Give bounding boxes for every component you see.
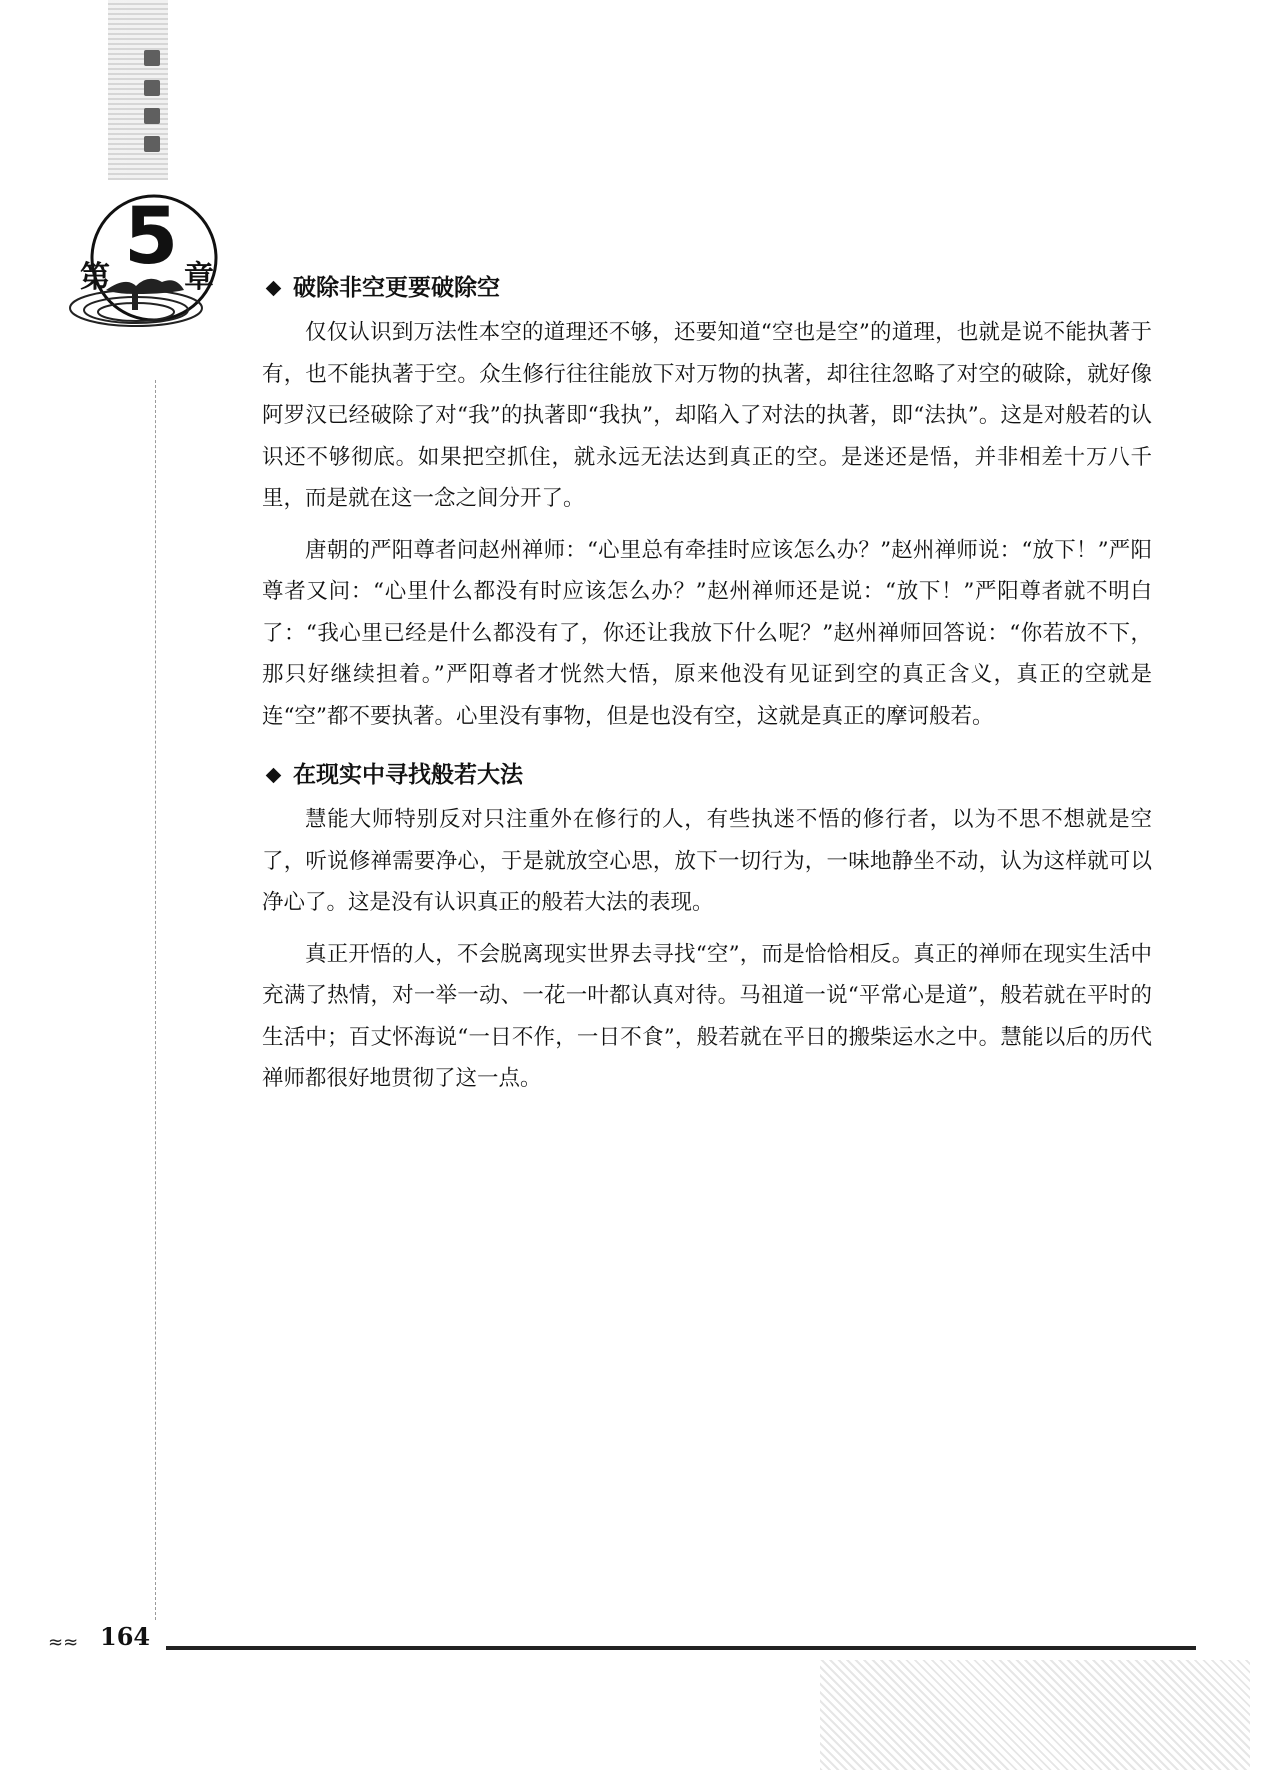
diamond-bullet-icon [266,767,282,783]
page-number: 164 [100,1622,151,1651]
page-content [262,268,1152,1110]
cloud-ornament-icon: ≈≈ [48,1632,79,1653]
chapter-label-right: 章 [184,260,214,295]
footer-rule [166,1646,1196,1650]
paragraph: 慧能大师特别反对只注重外在修行的人，有些执迷不悟的修行者，以为不思不想就是空了，听说修禅需要净心，于是就放空心思，放下一切行为，一味地静坐不动，认为这样就可以净心了。这是没有认识真正的般若大法的表现。 [262,807,1152,915]
section-heading-text: 破除非空更要破除空 [293,275,500,301]
diamond-bullet-icon [266,280,282,296]
chapter-label-left: 第 [80,260,110,295]
footer-decoration [820,1660,1250,1770]
paragraph: 仅仅认识到万法性本空的道理还不够，还要知道“空也是空”的道理，也就是说不能执著于有，也不能执著于空。众生修行往往能放下对万物的执著，却往往忽略了对空的破除，就好像阿罗汉已经破除了对“我”的执著即“我执”，却陷入了对法的执著，即“法执”。这是对般若的认识还不够彻底。如果把空抓住，就永远无法达到真正的空。是迷还是悟，并非相差十万八千里，而是就在这一念之间分开了。 [262,320,1152,511]
margin-dashed-line [155,380,156,1620]
header-glyph [144,108,160,124]
chapter-number: 5 [124,192,179,282]
header-decoration [108,0,168,180]
header-glyph [144,80,160,96]
chapter-emblem [66,190,256,380]
section-heading [262,268,1152,308]
paragraph: 唐朝的严阳尊者问赵州禅师：“心里总有牵挂时应该怎么办？”赵州禅师说：“放下！”严阳尊者又问：“心里什么都没有时应该怎么办？”赵州禅师还是说：“放下！”严阳尊者就不明白了：“我心里已经是什么都没有了，你还让我放下什么呢？”赵州禅师回答说：“你若放不下，那只好继续担着。”严阳尊者才恍然大悟，原来他没有见证到空的真正含义，真正的空就是连“空”都不要执著。心里没有事物，但是也没有空，这就是真正的摩诃般若。 [262,537,1152,729]
section-heading-text: 在现实中寻找般若大法 [293,762,523,788]
header-glyph [144,50,160,66]
page-footer [40,1622,1160,1662]
header-glyph [144,136,160,152]
section-heading [262,755,1152,795]
paragraph: 真正开悟的人，不会脱离现实世界去寻找“空”，而是恰恰相反。真正的禅师在现实生活中充满了热情，对一举一动、一花一叶都认真对待。马祖道一说“平常心是道”，般若就在平时的生活中；百丈怀海说“一日不作，一日不食”，般若就在平日的搬柴运水之中。慧能以后的历代禅师都很好地贯彻了这一点。 [262,941,1152,1091]
